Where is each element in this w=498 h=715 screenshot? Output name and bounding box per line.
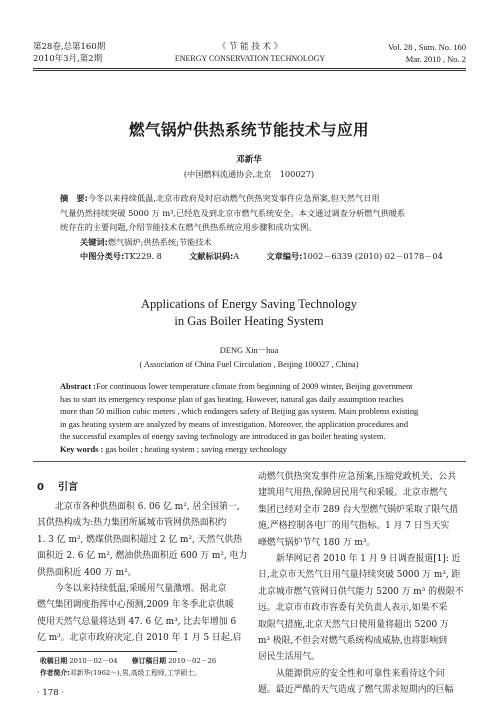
right-line-6: 新华网记者 2010 年 1 月 9 日调查报道[1]: 近 bbox=[276, 554, 461, 565]
keywords-en: gas boiler ; heating system ; saving energy technology bbox=[105, 444, 288, 454]
header-rule-bottom bbox=[33, 70, 466, 71]
affiliation-en: ( Association of China Fuel Circulation , Beijing 100027 , China) bbox=[139, 360, 359, 369]
abstract-divider bbox=[33, 461, 466, 462]
section-title: 引言 bbox=[57, 482, 78, 493]
abstract-en-line3: more than 50 million cubic meters , which endangers safety of Beijing gas system. Main problems existing bbox=[60, 407, 419, 417]
keywords-cn: 燃气锅炉;供热系统;节能技术 bbox=[107, 236, 212, 247]
right-line-1: 动燃气供热突发事件应急预案,压缩党政机关、公共 bbox=[258, 472, 457, 482]
left-column-text bbox=[37, 499, 248, 647]
right-line-8: 北京城市燃气管网日供气能力 5200 万 m³ 的极限不 bbox=[258, 586, 464, 597]
right-line-2: 建筑用气用热,保障居民用气和采暖。北京市燃气 bbox=[258, 488, 448, 499]
abstract-en-label: Abstract : bbox=[60, 382, 97, 391]
received-value: 2010－02－04 bbox=[69, 657, 118, 665]
abstract-en bbox=[60, 381, 466, 457]
header-right-line1: Vol. 28 , Sum. No. 160 bbox=[387, 42, 466, 52]
header-rule-top bbox=[33, 68, 466, 69]
keywords-cn-line bbox=[80, 235, 464, 250]
article-title-en bbox=[0, 296, 498, 330]
abstract-en-line5: the successful examples of energy saving technology are introduced in gas boiler heating system. bbox=[60, 432, 386, 442]
left-line-4: 面积近 2. 6 亿 m², 燃油供热面积近 600 万 m², 电力 bbox=[37, 551, 248, 562]
right-line-10: 取限气措施,北京天然气日使用量将超出 5200 万 bbox=[258, 619, 449, 630]
right-line-7: 日,北京市天然气日用气量持续突破 5000 万 m³, 距 bbox=[258, 570, 461, 581]
revised-value: 2010－02－26 bbox=[168, 657, 217, 665]
left-line-5: 供热面积近 400 万 m²。 bbox=[37, 567, 137, 578]
header-right-line2: Mar. 2010 , No. 2 bbox=[405, 54, 466, 64]
left-line-1: 北京市各种供热面积 6. 06 亿 m², 居全国第一, bbox=[55, 502, 240, 512]
abstract-cn bbox=[60, 191, 464, 264]
header-left-line1: 第28卷,总第160期 bbox=[33, 42, 106, 52]
left-line-6: 今冬以来持续低温,采暖用气量激增。据北京 bbox=[55, 584, 227, 595]
right-line-3: 集团已经对全市 289 台大型燃气锅炉采取了限气措 bbox=[258, 504, 459, 515]
left-line-2: 其供热构成为:热力集团所属城市管网供热面积约 bbox=[37, 518, 227, 529]
abstract-cn-line3: 统存在的主要问题,介绍节能技术在燃气供热系统应用步骤和成功实例。 bbox=[60, 222, 317, 232]
author-bio-label: 作者简介: bbox=[40, 669, 70, 677]
right-line-5: 峰燃气锅炉节气 180 万 m³。 bbox=[258, 537, 376, 548]
right-line-11: m³ 极限,不但会对燃气系统构成威胁,也将影响到 bbox=[258, 636, 448, 647]
footnote-author bbox=[40, 667, 250, 679]
journal-name bbox=[150, 41, 350, 65]
right-line-14: 题。最近严酷的天气造成了燃气需求短期内的巨幅 bbox=[258, 685, 454, 696]
section-heading bbox=[37, 478, 78, 493]
footnote-rule bbox=[37, 651, 177, 652]
clc-value: TK229. 8 bbox=[124, 251, 162, 261]
header-left-line2: 2010年3月,第2期 bbox=[33, 54, 103, 64]
footnote-dates bbox=[40, 655, 250, 667]
left-line-3: 1. 3 亿 m², 燃煤供热面积超过 2 亿 m², 天然气供热 bbox=[37, 534, 243, 545]
left-line-7: 燃气集团调度指挥中心预测,2009 年冬季北京供暖 bbox=[37, 600, 234, 611]
doc-code-label: 文献标识码: bbox=[189, 251, 234, 261]
abstract-en-line4: in gas heating system are analyzed by means of investigation. Moreover, the application procedures and bbox=[60, 419, 409, 429]
abstract-cn-label: 摘 要: bbox=[60, 193, 88, 203]
right-line-9: 远。北京市市政市容委有关负责人表示,如果不采 bbox=[258, 603, 448, 614]
classification-line bbox=[80, 249, 464, 264]
abstract-cn-line2: 气量仍然持续突破 5000 万 m³,已经危及到北京市燃气系统安全。本文通过调查分析燃气供暖系 bbox=[60, 207, 406, 218]
journal-issue-info bbox=[340, 41, 466, 65]
title-en-line1: Applications of Energy Saving Technology bbox=[141, 297, 357, 311]
abstract-en-text1: For continuous lower temperature climate from beginning of 2009 winter, Beijing government bbox=[96, 382, 413, 391]
author-bio: 邓新华(1962～),男,高级工程师,工学硕士。 bbox=[69, 669, 201, 677]
right-line-4: 施,严格控制各电厂的用气指标。1 月 7 日当天实 bbox=[258, 521, 450, 532]
page-number: · 178 · bbox=[37, 688, 65, 698]
right-line-12: 居民生活用气。 bbox=[258, 652, 321, 663]
keywords-en-label: Key words : bbox=[60, 444, 104, 454]
footnote bbox=[40, 655, 250, 679]
article-no-label: 文章编号: bbox=[266, 251, 303, 261]
abstract-cn-line1 bbox=[60, 191, 464, 206]
abstract-en-line2: has to start its emergency response plan of gas heating. However, natural gas daily assumption reaches bbox=[60, 394, 404, 404]
clc-label: 中图分类号: bbox=[80, 251, 125, 261]
left-line-9: 亿 m³。北京市政府决定,自 2010 年 1 月 5 日起,启 bbox=[37, 633, 242, 644]
left-line-8: 使用天然气总量将达到 47. 6 亿 m³, 比去年增加 6 bbox=[37, 616, 237, 627]
affiliation-cn: (中国燃料流通协会,北京 100027) bbox=[183, 169, 315, 179]
keywords-cn-label: 关键词: bbox=[80, 236, 108, 247]
article-title-cn: 燃气锅炉供热系统节能技术与应用 bbox=[128, 121, 369, 139]
keywords-en-line bbox=[60, 444, 466, 457]
section-number: 0 bbox=[37, 482, 44, 493]
abstract-cn-text1: 今冬以来持续低温,北京市政府及时启动燃气供热突发事件应急预案,但天然气日用 bbox=[87, 193, 380, 203]
doc-code-value: A bbox=[233, 251, 240, 261]
right-line-13: 从能源供应的安全性和可靠性来看待这个问 bbox=[276, 668, 445, 679]
journal-volume-info bbox=[33, 41, 163, 65]
article-no-value: 1002－6339 (2010) 02－0178－04 bbox=[302, 251, 443, 261]
right-column-text bbox=[258, 469, 468, 699]
received-label: 收稿日期 bbox=[40, 657, 68, 665]
author-en: DENG Xin－hua bbox=[219, 346, 279, 355]
journal-name-en: ENERGY CONSERVATION TECHNOLOGY bbox=[174, 54, 326, 63]
title-en-line2: in Gas Boiler Heating System bbox=[174, 314, 324, 328]
abstract-en-line1 bbox=[60, 381, 466, 394]
author-cn: 邓新华 bbox=[236, 155, 262, 165]
revised-label: 修订稿日期 bbox=[131, 657, 166, 665]
journal-name-cn: 《 节 能 技 术 》 bbox=[217, 42, 283, 52]
